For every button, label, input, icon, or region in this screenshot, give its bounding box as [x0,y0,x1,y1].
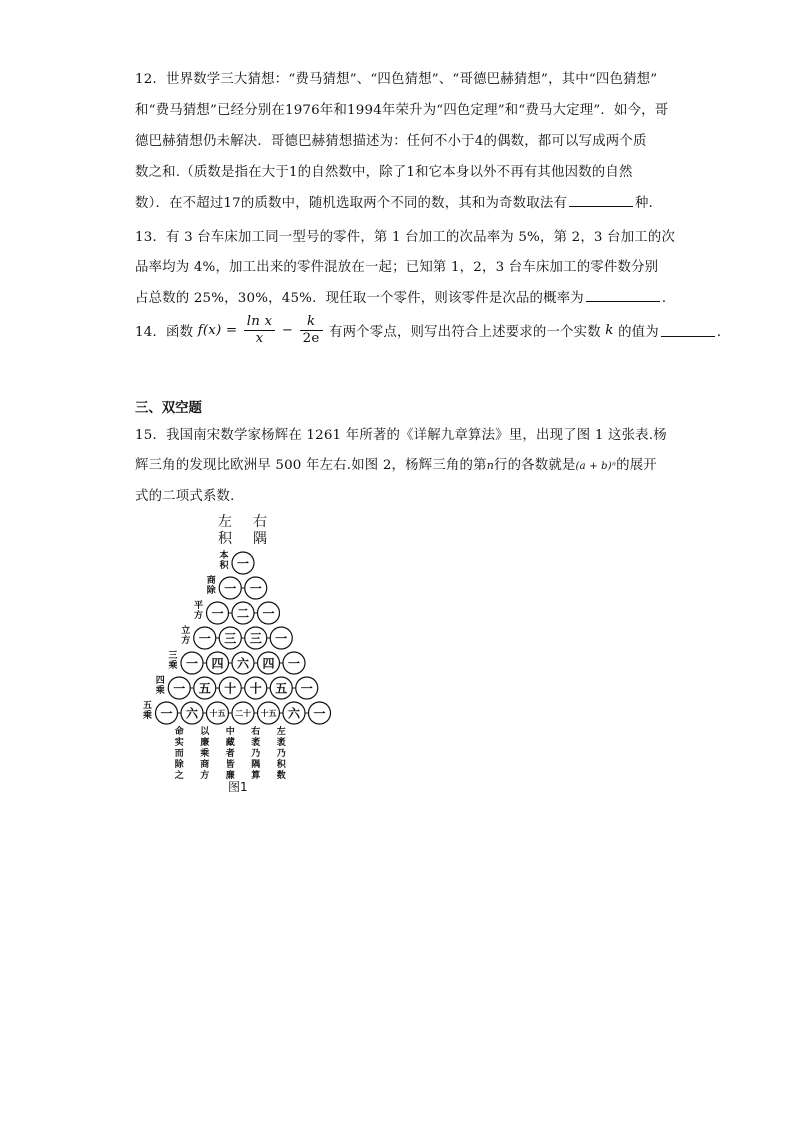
q14-prefix: 14．函数 [135,325,194,340]
coefficient-label: 十五 [209,709,226,718]
answer-blank[interactable] [661,324,715,337]
bottom-note-char: 以 [200,727,210,737]
q13-line3 [135,287,676,306]
answer-blank[interactable] [586,289,660,302]
coefficient-label: 一 [185,656,199,671]
coefficient-label: 五 [198,681,211,696]
bottom-note-char: 除 [174,760,184,770]
coefficient-label: 一 [173,681,186,696]
coefficient-label: 二 [236,606,250,621]
row-label-char: 五 [142,701,153,711]
bottom-note-char: 皆 [225,760,235,770]
q13-line2: 品率均为 4%，加工出来的零件混放在一起；已知第 1，2，3 台车床加工的零件数分别 [135,260,659,275]
bottom-note-char: 廉 [225,771,235,781]
coefficient-label: 四 [211,656,224,671]
frac1-denominator: x [255,331,264,346]
row-label-char: 方 [193,611,204,621]
yanghui-triangle-figure [138,510,358,781]
q13-line3-end: ． [661,291,676,306]
coefficient-label: 一 [300,681,313,696]
row-label-char: 积 [219,561,229,571]
answer-blank[interactable] [569,194,633,207]
coefficient-label: 一 [211,606,224,621]
row-label-char: 本 [219,551,229,561]
bottom-note-char: 廉 [200,738,210,748]
q15-n: n [486,459,494,472]
row-label-char: 商 [206,576,216,586]
row-label-char: 三 [168,651,178,661]
bottom-note-char: 袤 [251,738,261,748]
coefficient-label: 一 [160,706,173,721]
coefficient-label: 四 [262,656,275,671]
bottom-note-char: 实 [174,738,184,748]
row-label-char: 四 [155,676,165,686]
q14-frac2 [300,314,323,347]
q12-line3: 德巴赫猜想仍未解决．哥德巴赫猜想描述为：任何不小于4的偶数，都可以写成两个质 [135,134,647,149]
row-label-char: 乘 [168,661,178,671]
row-label-char: 方 [181,636,191,646]
bottom-note-char: 而 [174,749,184,759]
q15-line2-a: 辉三角的发现比欧洲早 500 年左右.如图 2，杨辉三角的第 [135,458,487,473]
bottom-note-char: 乃 [251,749,261,759]
coefficient-label: 一 [287,656,301,671]
header-right-char: 右 [253,514,267,530]
coefficient-label: 一 [262,606,275,621]
bottom-note-char: 左 [276,727,286,737]
q15-line3: 式的二项式系数. [135,489,235,504]
figure-caption: 图1 [228,780,248,794]
coefficient-label: 六 [185,706,199,721]
coefficient-label: 一 [198,631,211,646]
q15-line2-c: 的展开 [616,458,657,473]
coefficient-label: 三 [224,631,237,646]
coefficient-label: 一 [224,581,237,596]
header-left-char: 左 [218,514,232,530]
bottom-note-char: 商 [200,760,210,770]
coefficient-label: 六 [236,656,250,671]
q12-line2: 和“费马猜想”已经分别在1976年和1994年荣升为“四色定理”和“费马大定理”．如今，哥 [135,103,669,118]
frac2-numerator: k [300,314,323,331]
q13-line3-text: 占总数的 25%，30%，45%．现任取一个零件，则该零件是次品的概率为 [135,291,584,306]
q14-fx: f(x) = [197,323,238,338]
q14-suffix-b: 的值为 [618,325,659,340]
coefficient-label: 十五 [260,709,277,718]
bottom-note-char: 方 [200,771,210,781]
bottom-note-char: 者 [225,749,235,759]
row-label-char: 乘 [142,711,153,721]
coefficient-label: 五 [275,681,288,696]
q15-line1: 15．我国南宋数学家杨辉在 1261 年所著的《详解九章算法》里，出现了图 1 这张表.杨 [135,428,667,443]
q14-end: ． [716,325,731,340]
q14-suffix-a: 有两个零点，则写出符合上述要求的一个实数 [329,325,601,340]
coefficient-label: 二十 [235,709,251,718]
coefficient-label: 十 [249,681,262,696]
q14-minus: − [281,323,294,338]
q12-line1: 12．世界数学三大猜想：“费马猜想”、“四色猜想”、“哥德巴赫猜想”，其中“四色猜想” [135,72,658,87]
row-label-char: 平 [193,601,204,611]
coefficient-label: 十 [224,681,237,696]
bottom-note-char: 算 [251,771,261,781]
bottom-note-char: 乃 [276,749,286,759]
q14-line [135,314,730,347]
q14-k: k [605,323,614,338]
q15-expr: (a + b)ⁿ [575,461,617,472]
row-label-char: 除 [206,586,216,596]
coefficient-label: 一 [249,581,262,596]
q12-line4: 数之和.（质数是指在大于1的自然数中，除了1和它本身以外不再有其他因数的自然 [135,165,633,180]
section-title: 三、双空题 [135,401,202,416]
q12-line5 [135,192,662,211]
coefficient-label: 三 [249,631,262,646]
q12-line5-text: 数）．在不超过17的质数中，随机选取两个不同的数，其和为奇数取法有 [135,196,568,211]
bottom-note-char: 之 [174,771,184,781]
bottom-note-char: 隅 [251,760,261,770]
q15-line2-b: 行的各数就是 [494,458,576,473]
q12-line5-end: 种． [635,196,663,211]
q13-line1: 13．有 3 台车床加工同一型号的零件，第 1 台加工的次品率为 5%，第 2，3 台加工的次 [135,230,676,245]
bottom-note-char: 藏 [225,738,235,748]
bottom-note-char: 乘 [200,749,210,759]
coefficient-label: 六 [287,706,301,721]
coefficient-label: 一 [313,706,326,721]
bottom-note-char: 数 [276,771,286,781]
q15-line2 [135,454,657,473]
bottom-note-char: 中 [225,727,235,737]
bottom-note-char: 袤 [276,738,286,748]
row-label-char: 立 [181,626,191,636]
frac2-denominator: 2e [302,331,320,346]
coefficient-label: 一 [236,556,250,571]
bottom-note-char: 积 [276,760,286,770]
bottom-note-char: 命 [174,727,184,737]
header-left-char: 积 [218,531,232,547]
q14-frac1 [244,314,276,347]
bottom-note-char: 右 [251,727,261,737]
coefficient-label: 一 [275,631,288,646]
frac1-numerator: ln x [244,314,276,331]
row-label-char: 乘 [155,686,165,696]
header-right-char: 隅 [253,531,267,547]
